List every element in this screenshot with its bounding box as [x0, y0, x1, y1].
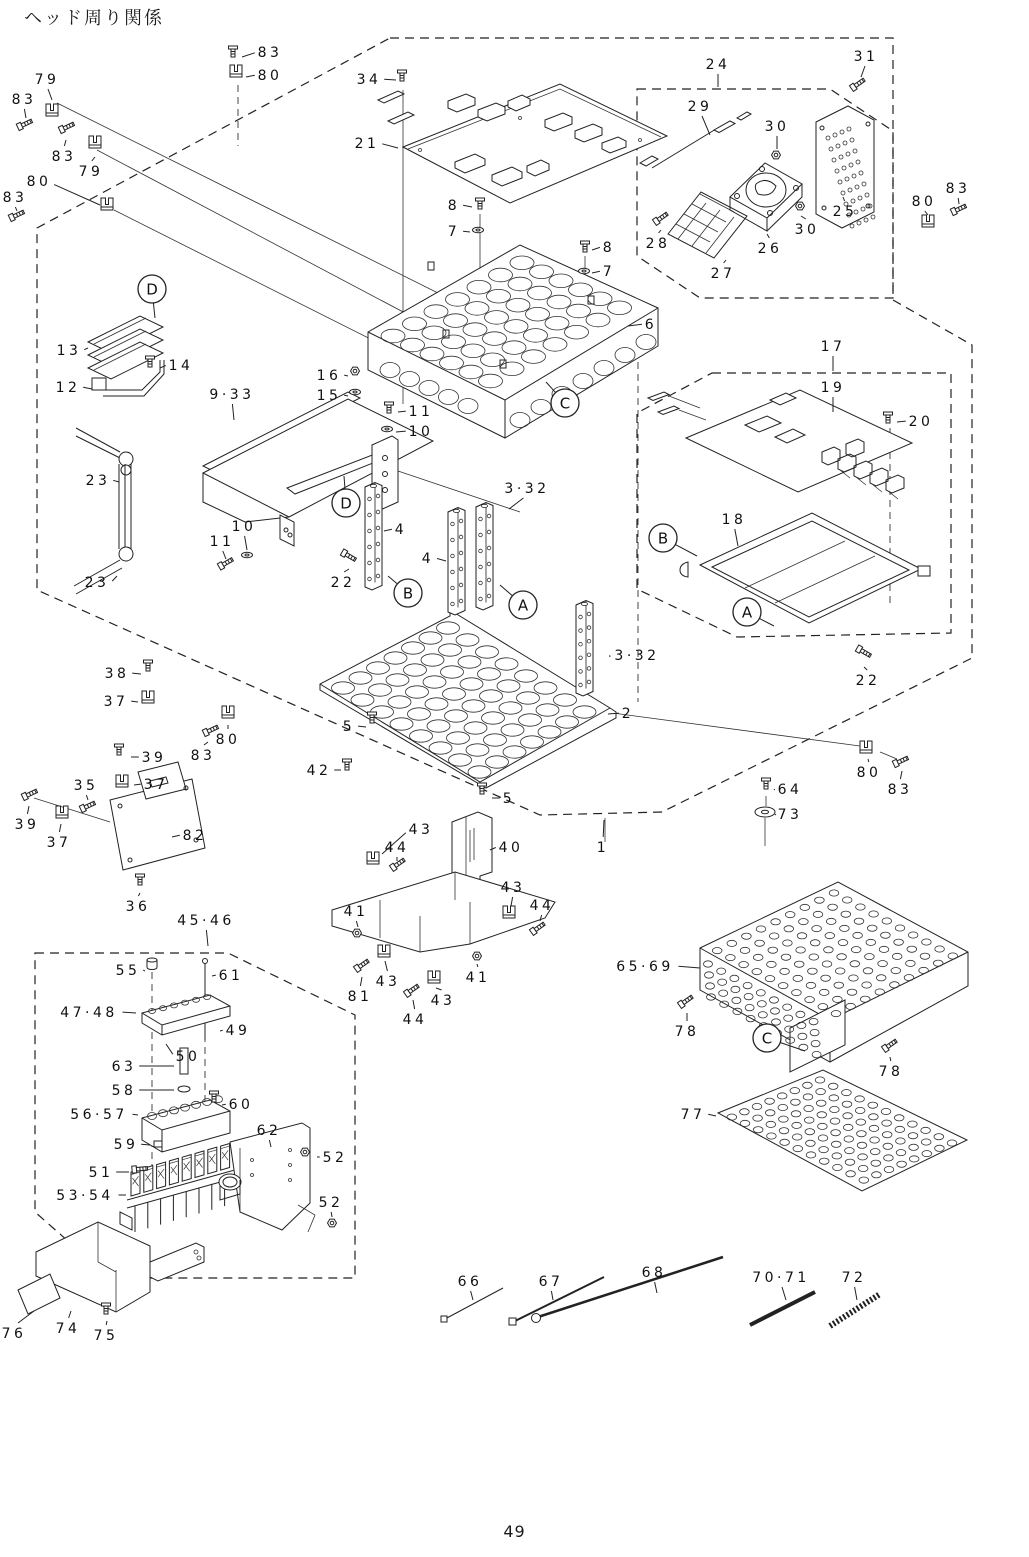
part-number-label: 65·69 — [616, 959, 674, 975]
svg-text:C: C — [761, 1029, 773, 1048]
cable-tie-66 — [445, 1288, 503, 1319]
leader-line — [471, 1291, 473, 1300]
part-number-label: 11 — [209, 534, 235, 550]
manifold-valve-group — [127, 959, 315, 1233]
spring-72 — [830, 1294, 880, 1326]
leader-line — [463, 205, 472, 207]
bolt-fastener — [677, 994, 694, 1009]
screw-fastener — [762, 778, 771, 789]
plate-77 — [718, 1070, 967, 1191]
clamp-fastener — [142, 691, 154, 703]
leader-line — [801, 216, 806, 219]
hole — [864, 218, 868, 222]
leader-line — [18, 1311, 34, 1323]
leader-line — [384, 529, 392, 531]
part-number-label: 39 — [141, 750, 167, 766]
leader-line — [855, 1287, 857, 1300]
part-number-label: 52 — [318, 1195, 344, 1211]
leader-line — [477, 964, 478, 967]
part-number-label: 66 — [457, 1274, 483, 1290]
leader-line — [54, 185, 100, 205]
part-number-label: 83 — [887, 782, 913, 798]
part-number-label: 36 — [125, 899, 151, 915]
part-number-label: 56·57 — [70, 1107, 128, 1123]
part-number-label: 50 — [175, 1049, 201, 1065]
pcb-21 — [378, 84, 667, 203]
part-number-label: 42 — [306, 763, 332, 779]
svg-text:B: B — [657, 529, 669, 548]
leader-line — [143, 970, 145, 971]
clamp-fastener — [46, 104, 58, 116]
section-letter-D — [138, 275, 166, 318]
svg-text:C: C — [559, 394, 571, 413]
leader-line — [344, 569, 349, 572]
leader-line — [113, 480, 119, 482]
clamp-fastener — [222, 706, 234, 718]
part-number-label: 8 — [447, 198, 461, 214]
washer-fastener — [473, 227, 484, 233]
leader-line — [735, 529, 738, 546]
part-number-label: 52 — [322, 1150, 348, 1166]
clamp-fastener — [89, 136, 101, 148]
page-number: 49 — [503, 1522, 526, 1541]
pcb-19-frame-18 — [648, 390, 930, 623]
leader-line — [413, 1000, 415, 1009]
part-number-label: 10 — [408, 424, 434, 440]
leader-line — [331, 1212, 332, 1217]
leader-line — [603, 820, 604, 837]
screw-fastener — [385, 402, 394, 413]
leader-line — [385, 961, 387, 971]
part-number-label: 83 — [51, 149, 77, 165]
leader-line — [958, 198, 959, 204]
part-number-label: 3·32 — [504, 481, 550, 497]
svg-text:A: A — [741, 603, 753, 622]
leader-line — [551, 1291, 553, 1300]
leader-line — [206, 930, 208, 946]
leader-line — [86, 795, 88, 800]
leader-line — [246, 75, 255, 77]
leader-line — [64, 140, 66, 146]
part-number-label: 30 — [764, 119, 790, 135]
part-number-label: 83 — [11, 92, 37, 108]
bolt-fastener — [16, 118, 33, 131]
section-letter-B — [649, 524, 697, 556]
tubes-23 — [74, 428, 133, 594]
leader-line — [344, 375, 348, 376]
screw-fastener — [478, 783, 487, 794]
leader-line — [360, 977, 362, 986]
part-number-label: 4 — [421, 551, 435, 567]
washer-fastener — [382, 426, 393, 432]
leader-line — [59, 824, 61, 832]
part-number-label: 80 — [215, 732, 241, 748]
part-number-label: 76 — [1, 1326, 27, 1342]
part-number-label: 12 — [55, 380, 81, 396]
bolt-fastener — [403, 983, 420, 998]
leader-line — [223, 551, 226, 559]
part-number-label: 80 — [856, 765, 882, 781]
nut-fastener — [328, 1219, 337, 1227]
clamp-fastener — [116, 775, 128, 787]
part-number-label: 13 — [56, 343, 82, 359]
leader-line — [69, 1311, 71, 1318]
section-letter-A — [733, 598, 774, 626]
leader-line — [212, 975, 216, 976]
part-number-label: 15 — [316, 388, 342, 404]
part-number-label: 16 — [316, 368, 342, 384]
part-number-label: 3·32 — [614, 648, 660, 664]
screw-fastener — [398, 70, 407, 81]
part-number-label: 43 — [500, 880, 526, 896]
screw-fastener — [884, 412, 893, 423]
leader-line — [245, 536, 247, 550]
part-number-label: 78 — [674, 1024, 700, 1040]
cable-tie-68 — [538, 1257, 723, 1317]
part-number-label: 79 — [78, 164, 104, 180]
part-number-label: 24 — [705, 57, 731, 73]
part-number-label: 9·33 — [209, 387, 255, 403]
screw-fastener — [144, 660, 153, 671]
part-number-label: 63 — [111, 1059, 137, 1075]
leader-line — [92, 157, 95, 161]
screw-fastener — [581, 241, 590, 252]
part-number-label: 61 — [218, 968, 244, 984]
cap-fastener — [147, 958, 157, 970]
part-number-label: 74 — [55, 1321, 81, 1337]
leader-line — [861, 66, 865, 77]
part-number-label: 7 — [602, 264, 616, 280]
part-number-label: 40 — [498, 840, 524, 856]
leader-line — [767, 234, 769, 238]
screw-fastener — [476, 198, 485, 209]
part-number-label: 62 — [256, 1123, 282, 1139]
rod-70-71 — [750, 1292, 815, 1325]
part-59 — [154, 1141, 162, 1147]
svg-text:B: B — [402, 584, 414, 603]
valve-assembly-53-54 — [127, 1144, 233, 1233]
leader-line — [592, 271, 600, 273]
part-number-label: 79 — [34, 72, 60, 88]
part-number-label: 59 — [113, 1137, 139, 1153]
clamp-fastener — [922, 215, 934, 227]
bracket-12 — [92, 378, 106, 390]
part-number-label: 58 — [111, 1083, 137, 1099]
screw-fastener — [343, 759, 352, 770]
hole — [857, 221, 861, 225]
leader-line — [48, 89, 52, 100]
leader-line — [84, 348, 88, 350]
leader-line — [242, 53, 255, 57]
part-number-label: 68 — [641, 1265, 667, 1281]
leader-line — [112, 576, 117, 581]
leader-line — [592, 247, 600, 250]
leader-line — [358, 726, 366, 727]
part-number-label: 37 — [46, 835, 72, 851]
bolt-fastener — [389, 857, 406, 872]
nut-fastener — [301, 1148, 310, 1156]
svg-text:A: A — [517, 596, 529, 615]
clamp-fastener — [860, 741, 872, 753]
part-number-label: 83 — [945, 181, 971, 197]
leader-line — [463, 231, 470, 232]
leader-line — [890, 1057, 891, 1061]
clamp-fastener — [378, 945, 390, 957]
nut-fastener — [772, 151, 781, 159]
part-number-label: 4 — [394, 522, 408, 538]
fan-grille-27 — [668, 192, 747, 258]
leader-line — [133, 1114, 139, 1115]
part-number-label: 83 — [190, 748, 216, 764]
part-number-label: 53·54 — [56, 1188, 114, 1204]
part-number-label: 23 — [84, 575, 110, 591]
part-number-label: 5 — [342, 719, 356, 735]
leader-line — [138, 893, 140, 896]
leader-line — [782, 1287, 786, 1300]
part-number-label: 38 — [104, 666, 130, 682]
nut-fastener — [796, 202, 805, 210]
washer-fastener — [579, 268, 590, 274]
part-number-label: 18 — [721, 512, 747, 528]
svg-text:D: D — [340, 494, 352, 513]
leader-line — [864, 667, 867, 670]
part-number-label: 20 — [908, 414, 934, 430]
part-number-label: 41 — [343, 904, 369, 920]
bolt-fastener — [849, 77, 866, 92]
leader-line — [775, 814, 776, 815]
part-number-label: 75 — [93, 1328, 119, 1344]
spacer-post — [476, 503, 493, 611]
part-number-label: 29 — [687, 99, 713, 115]
leader-line — [27, 806, 29, 814]
part-number-label: 35 — [73, 778, 99, 794]
hole — [850, 224, 854, 228]
bolt-fastener — [340, 549, 357, 563]
leader-line — [123, 1012, 137, 1013]
bolt-fastener — [881, 1038, 898, 1053]
manifold-47-48 — [142, 995, 230, 1035]
leader-line — [134, 784, 141, 785]
leader-line — [132, 673, 141, 674]
part-number-label: 83 — [2, 190, 28, 206]
part-number-label: 72 — [841, 1270, 867, 1286]
part-number-label: 51 — [88, 1165, 114, 1181]
leader-line — [204, 742, 208, 745]
bolt-fastener — [892, 755, 909, 768]
part-number-label: 26 — [757, 241, 783, 257]
part-number-label: 81 — [347, 989, 373, 1005]
part-number-label: 39 — [14, 817, 40, 833]
part-number-label: 25 — [832, 204, 858, 220]
part-number-label: 14 — [168, 358, 194, 374]
part-number-label: 67 — [538, 1274, 564, 1290]
leader-line — [166, 1044, 173, 1054]
part-number-label: 45·46 — [177, 913, 235, 929]
leader-line — [925, 211, 928, 215]
part-number-label: 60 — [228, 1097, 254, 1113]
part-number-label: 70·71 — [752, 1270, 810, 1286]
part-number-label: 22 — [855, 673, 881, 689]
bolt-fastener — [58, 121, 75, 134]
hole — [871, 215, 875, 219]
leader-line — [131, 701, 138, 702]
leader-line — [702, 116, 710, 135]
svg-text:D: D — [146, 280, 158, 299]
part-number-label: 78 — [878, 1064, 904, 1080]
part-number-label: 55 — [115, 963, 141, 979]
bolt-fastener — [855, 645, 872, 659]
leader-line — [437, 559, 446, 562]
page-title: ヘッド周り関係 — [24, 8, 164, 29]
leader-line — [220, 1030, 223, 1031]
leader-line — [774, 789, 775, 790]
part-number-label: 43 — [375, 974, 401, 990]
bolt-fastener — [353, 958, 370, 973]
part-number-label: 21 — [354, 136, 380, 152]
part-number-label: 31 — [853, 49, 879, 65]
part-number-label: 83 — [257, 45, 283, 61]
screw-fastener — [136, 874, 145, 885]
leader-line — [724, 260, 726, 263]
leader-line — [222, 1104, 226, 1105]
washer-fastener — [350, 389, 361, 395]
part-number-label: 1 — [596, 840, 610, 856]
part-number-label: 37 — [143, 777, 169, 793]
part-number-label: 80 — [911, 194, 937, 210]
part-number-label: 47·48 — [60, 1005, 118, 1021]
part-number-label: 43 — [430, 993, 456, 1009]
clamp-fastener — [230, 65, 242, 77]
part-number-label: 5 — [502, 791, 516, 807]
leader-line — [24, 109, 26, 118]
screw-fastener — [115, 744, 124, 755]
clamp-fastener — [101, 198, 113, 210]
screw-fastener — [229, 46, 238, 57]
leader-line — [708, 1114, 716, 1116]
part-number-label: 64 — [777, 782, 803, 798]
part-number-label: 30 — [794, 222, 820, 238]
part-number-label: 17 — [820, 339, 846, 355]
leader-line — [160, 365, 166, 368]
part-number-label: 22 — [330, 575, 356, 591]
part-number-label: 10 — [231, 519, 257, 535]
part-number-label: 27 — [710, 266, 736, 282]
leader-line — [436, 988, 442, 990]
washer-fastener — [242, 552, 253, 558]
part-number-label: 8 — [602, 240, 616, 256]
part-number-label: 37 — [103, 694, 129, 710]
nut-fastener — [473, 952, 482, 960]
spacer-post — [448, 508, 465, 616]
bolt-fastener — [79, 800, 96, 813]
part-number-label: 41 — [465, 970, 491, 986]
clamp-fastener — [367, 852, 379, 864]
part-number-label: 82 — [182, 828, 208, 844]
oring-58 — [178, 1086, 190, 1092]
part-number-label: 49 — [225, 1023, 251, 1039]
part-number-label: 44 — [384, 840, 410, 856]
part-number-label: 44 — [402, 1012, 428, 1028]
cover-74 — [18, 1212, 204, 1314]
leader-line — [106, 1321, 107, 1325]
bolt-fastener — [652, 211, 669, 226]
part-number-label: 11 — [408, 404, 434, 420]
part-number-label: 7 — [447, 224, 461, 240]
leader-line — [382, 144, 398, 148]
nut-fastener — [353, 929, 362, 937]
section-letter-A — [500, 585, 537, 619]
leader-line — [897, 421, 906, 422]
nut-fastener — [351, 367, 360, 375]
part-number-label: 34 — [356, 72, 382, 88]
part-number-label: 44 — [529, 898, 555, 914]
leader-line — [679, 966, 701, 968]
clamp-fastener — [428, 971, 440, 983]
plate-62 — [230, 1123, 315, 1232]
leader-line — [509, 498, 523, 509]
leader-line — [15, 207, 17, 211]
part-number-label: 6 — [644, 317, 658, 333]
leader-line — [900, 771, 902, 779]
part-number-label: 19 — [820, 380, 846, 396]
plate-2 — [320, 610, 616, 788]
section-letter-B — [388, 576, 422, 607]
fan-assembly-24 — [640, 106, 874, 258]
leader-line — [868, 759, 869, 762]
leader-line — [398, 411, 406, 412]
leader-line — [232, 404, 234, 420]
part-number-label: 43 — [408, 822, 434, 838]
leader-line — [659, 230, 661, 233]
part-number-label: 73 — [777, 807, 803, 823]
part-number-label: 2 — [621, 706, 635, 722]
part-number-label: 77 — [680, 1107, 706, 1123]
washer_big-fastener — [755, 807, 775, 817]
part-number-label: 23 — [85, 473, 111, 489]
clamp-fastener — [56, 806, 68, 818]
leader-line — [83, 387, 92, 389]
part-number-label: 80 — [257, 68, 283, 84]
spacer-post — [365, 483, 382, 591]
spacer-post — [576, 601, 593, 697]
bolt-fastener — [950, 203, 967, 216]
part-number-label: 80 — [26, 174, 52, 190]
part-number-label: 28 — [645, 236, 671, 252]
frame-18 — [700, 513, 921, 623]
leader-line — [655, 1282, 657, 1293]
leader-line — [384, 79, 396, 80]
